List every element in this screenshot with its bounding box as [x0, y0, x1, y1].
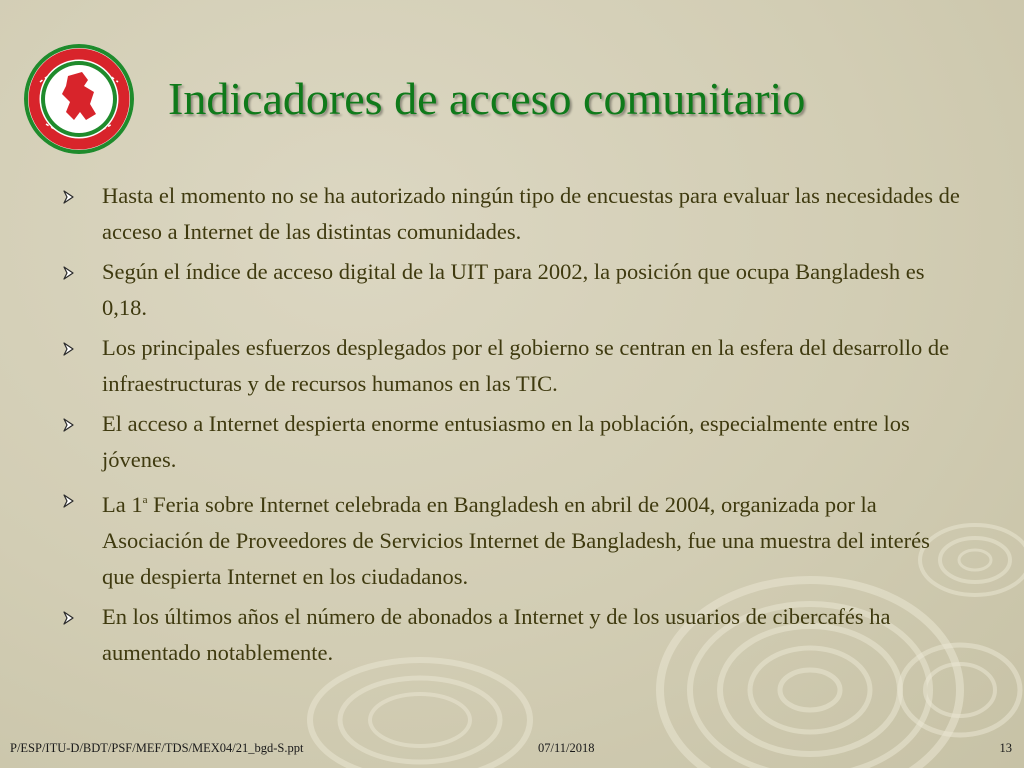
ordinal-superscript: a: [142, 494, 148, 506]
bullet-item: [62, 599, 962, 671]
bullet-text: Los principales esfuerzos desplegados por el gobierno se centran en la esfera del desarrollo de infraestructuras y de recursos humanos en las TIC.: [102, 335, 950, 396]
footer-filename: P/ESP/ITU-D/BDT/PSF/MEF/TDS/MEX04/21_bgd-S.ppt: [10, 741, 304, 755]
bullet-text-rest: Feria sobre Internet celebrada en Bangladesh en abril de 2004, organizada por la Asociación de Proveedores de Servicios Internet de Bangladesh, fue una muestra del interés que despierta Internet en los ciudadanos.: [102, 492, 930, 589]
footer-date: 07/11/2018: [538, 741, 595, 755]
arrow-bullet-icon: [62, 611, 76, 625]
arrow-bullet-icon: [62, 190, 76, 204]
bullet-list: [62, 178, 962, 675]
bullet-item: [62, 406, 962, 478]
bullet-item: [62, 330, 962, 402]
bullet-item: [62, 254, 962, 326]
footer-page-number: 13: [999, 741, 1012, 755]
arrow-bullet-icon: [62, 266, 76, 280]
arrow-bullet-icon: [62, 342, 76, 356]
bullet-text: El acceso a Internet despierta enorme entusiasmo en la población, especialmente entre los jóvenes.: [102, 411, 910, 472]
bullet-item: [62, 178, 962, 250]
arrow-bullet-icon: [62, 494, 76, 508]
bullet-text: [102, 492, 930, 589]
bullet-text: Según el índice de acceso digital de la UIT para 2002, la posición que ocupa Bangladesh es 0,18.: [102, 259, 925, 320]
arrow-bullet-icon: [62, 418, 76, 432]
bullet-item: [62, 482, 962, 595]
bullet-text: En los últimos años el número de abonados a Internet y de los usuarios de cibercafés ha aumentado notablemente.: [102, 604, 891, 665]
slide-title: Indicadores de acceso comunitario: [168, 73, 806, 124]
government-emblem: [22, 42, 136, 156]
bullet-text: Hasta el momento no se ha autorizado ningún tipo de encuestas para evaluar las necesidades de acceso a Internet de las distintas comunidades.: [102, 183, 960, 244]
bullet-text-prefix: La 1: [102, 492, 143, 517]
